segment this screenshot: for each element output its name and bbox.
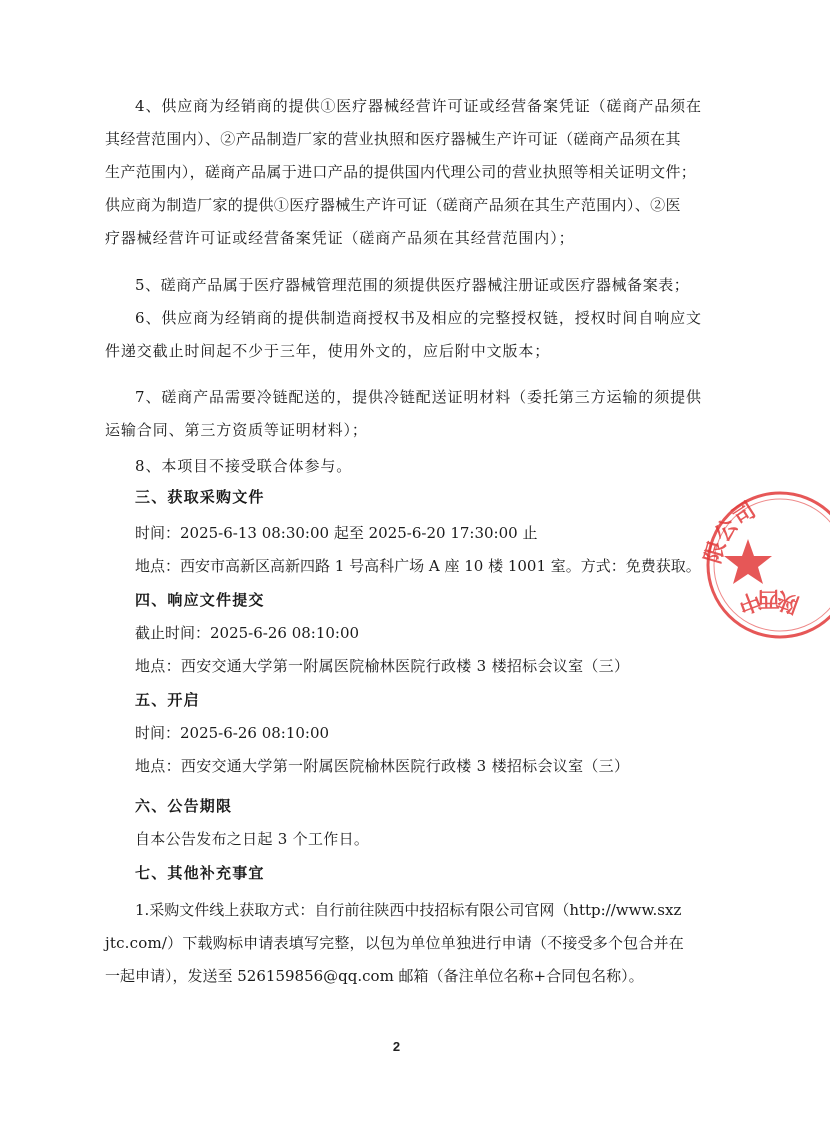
body-line: 4、供应商为经销商的提供①医疗器械经营许可证或经营备案凭证（磋商产品须在	[135, 97, 702, 115]
body-line: 6、供应商为经销商的提供制造商授权书及相应的完整授权链，授权时间自响应文	[135, 309, 702, 327]
star-icon	[724, 539, 772, 584]
official-seal-stamp	[700, 485, 830, 645]
body-line: 疗器械经营许可证或经营备案凭证（磋商产品须在其经营范围内）；	[105, 229, 575, 247]
body-line: 一起申请），发送至 526159856@qq.com 邮箱（备注单位名称+合同包名称）。	[105, 967, 644, 985]
body-line: 时间：2025-6-26 08:10:00	[135, 724, 330, 742]
body-line: 地点：西安交通大学第一附属医院榆林医院行政楼 3 楼招标会议室（三）	[135, 757, 630, 775]
body-line: 8、本项目不接受联合体参与。	[135, 457, 353, 475]
body-line: 截止时间：2025-6-26 08:10:00	[135, 624, 360, 642]
body-line: 自本公告发布之日起 3 个工作日。	[135, 830, 370, 848]
body-line: jtc.com/）下载购标申请表填写完整，以包为单位单独进行申请（不接受多个包合并在	[105, 934, 684, 952]
body-line: 运输合同、第三方资质等证明材料）；	[105, 421, 368, 439]
stamp-top-text: 限公司	[700, 496, 761, 567]
body-line: 地点：西安交通大学第一附属医院榆林医院行政楼 3 楼招标会议室（三）	[135, 657, 630, 675]
body-line: 1.采购文件线上获取方式：自行前往陕西中技招标有限公司官网（http://www.sxz	[135, 901, 682, 919]
section-heading: 四、响应文件提交	[135, 591, 265, 609]
body-line: 件递交截止时间起不少于三年，使用外文的，应后附中文版本；	[105, 342, 551, 360]
section-heading: 六、公告期限	[135, 797, 233, 815]
body-line: 地点：西安市高新区高新四路 1 号高科广场 A 座 10 楼 1001 室。方式：免费获取。	[135, 557, 701, 575]
body-line: 供应商为制造厂家的提供①医疗器械生产许可证（磋商产品须在其生产范围内）、②医	[105, 196, 681, 214]
stamp-bottom-text: 陕西中	[734, 585, 803, 619]
section-heading: 五、开启	[135, 691, 200, 709]
body-line: 7、磋商产品需要冷链配送的，提供冷链配送证明材料（委托第三方运输的须提供	[135, 388, 702, 406]
svg-text:陕西中	[734, 586, 802, 619]
body-line: 生产范围内），磋商产品属于进口产品的提供国内代理公司的营业执照等相关证明文件；	[105, 163, 697, 181]
body-line: 时间：2025-6-13 08:30:00 起至 2025-6-20 17:30:00 止	[135, 524, 538, 542]
body-line: 其经营范围内）、②产品制造厂家的营业执照和医疗器械生产许可证（磋商产品须在其	[105, 130, 681, 148]
section-heading: 七、其他补充事宜	[135, 864, 265, 882]
page-number: 2	[392, 1039, 401, 1054]
section-heading: 三、获取采购文件	[135, 488, 265, 506]
body-line: 5、磋商产品属于医疗器械管理范围的须提供医疗器械注册证或医疗器械备案表；	[135, 276, 690, 294]
